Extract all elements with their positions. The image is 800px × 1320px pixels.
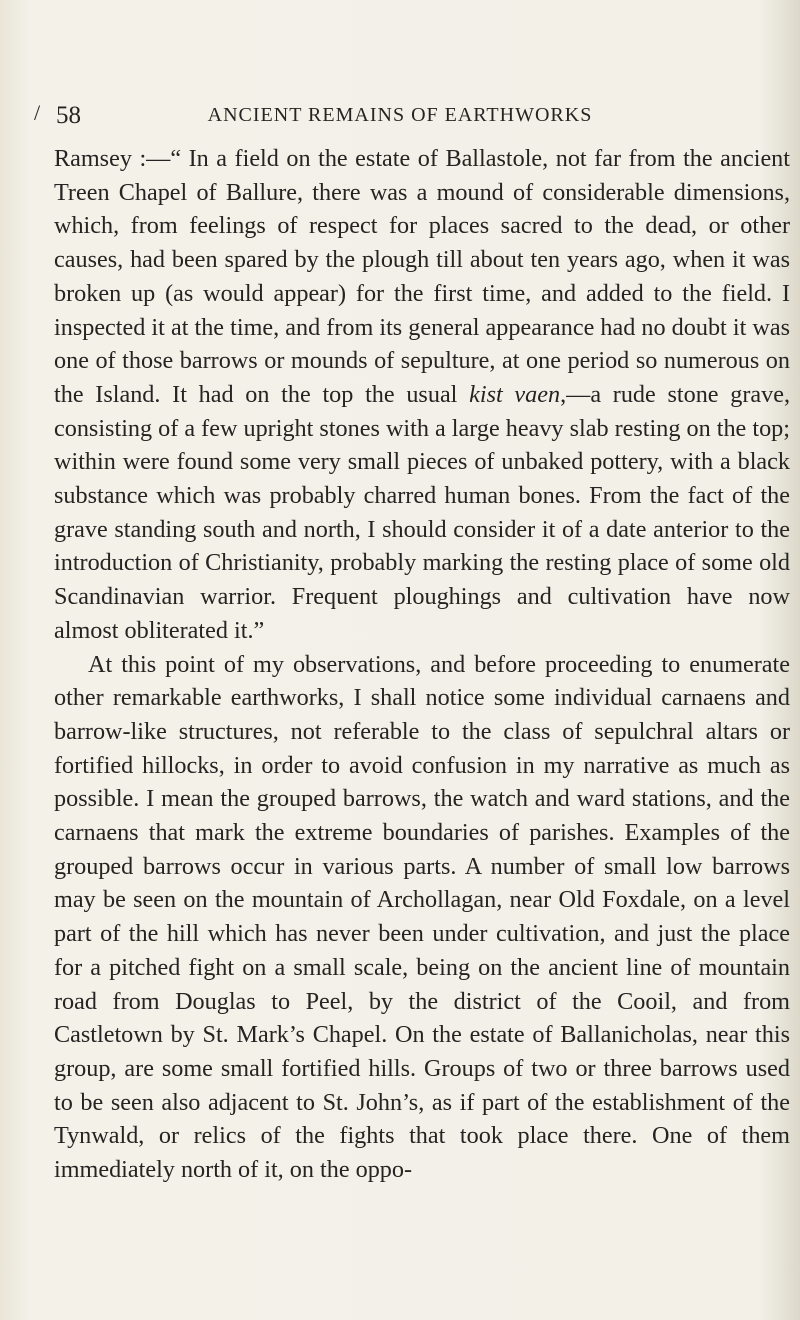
italic-term: kist vaen <box>469 380 561 408</box>
body-text <box>54 142 790 1187</box>
page-number: 58 <box>56 102 81 129</box>
running-head: ANCIENT REMAINS OF EARTHWORKS <box>207 104 593 126</box>
paragraph-observations: At this point of my observations, and before proceeding to enumerate other remarkable earthworks, I shall notice some individual carnaens and barrow-like structures, not referable to the class of sepulchral altars or fortified hillocks, in order to avoid confusion in my narrative as much as possible. I mean the grouped barrows, the watch and ward stations, and the carnaens that mark the extreme boundaries of parishes. Examples of the grouped barrows occur in various parts. A number of small low barrows may be seen on the mountain of Archollagan, near Old Foxdale, on a level part of the hill which has never been under cultivation, and just the place for a pitched fight on a small scale, being on the ancient line of mountain road from Douglas to Peel, by the district of the Cooil, and from Castletown by St. Mark’s Chapel. On the estate of Ballanicholas, near this group, are some small fortified hills. Groups of two or three barrows used to be seen also adjacent to St. John’s, as if part of the establishment of the Tynwald, or relics of the fights that took place there. One of them immediately north of it, on the oppo- <box>54 650 790 1184</box>
paragraph-quotation-start: Ramsey :—“ In a field on the estate of Ballastole, not far from the ancient Treen Chapel of Ballure, there was a mound of considerable dimensions, which, from feelings of respect for places sacred to the dead, or other causes, had been spared by the plough till about ten years ago, when it was broken up (as would appear) for the first time, and added to the field. I inspected it at the time, and from its general appearance had no doubt it was one of those barrows or mounds of sepulture, at one period so numerous on the Island. It had on the top the usual <box>54 145 790 408</box>
paragraph-quotation <box>54 142 790 648</box>
margin-tick-mark: / <box>34 100 41 125</box>
page-header <box>30 102 770 132</box>
paragraph-quotation-end: ,—a rude stone grave, consisting of a few upright stones with a large heavy slab resting on the top; within were found some very small pieces of unbaked pottery, with a black substance which was probably charred human bones. From the fact of the grave standing south and north, I should consider it of a date anterior to the introduction of Christianity, probably marking the resting place of some old Scandinavian warrior. Frequent ploughings and cultivation have now almost obliterated it.” <box>54 380 791 644</box>
